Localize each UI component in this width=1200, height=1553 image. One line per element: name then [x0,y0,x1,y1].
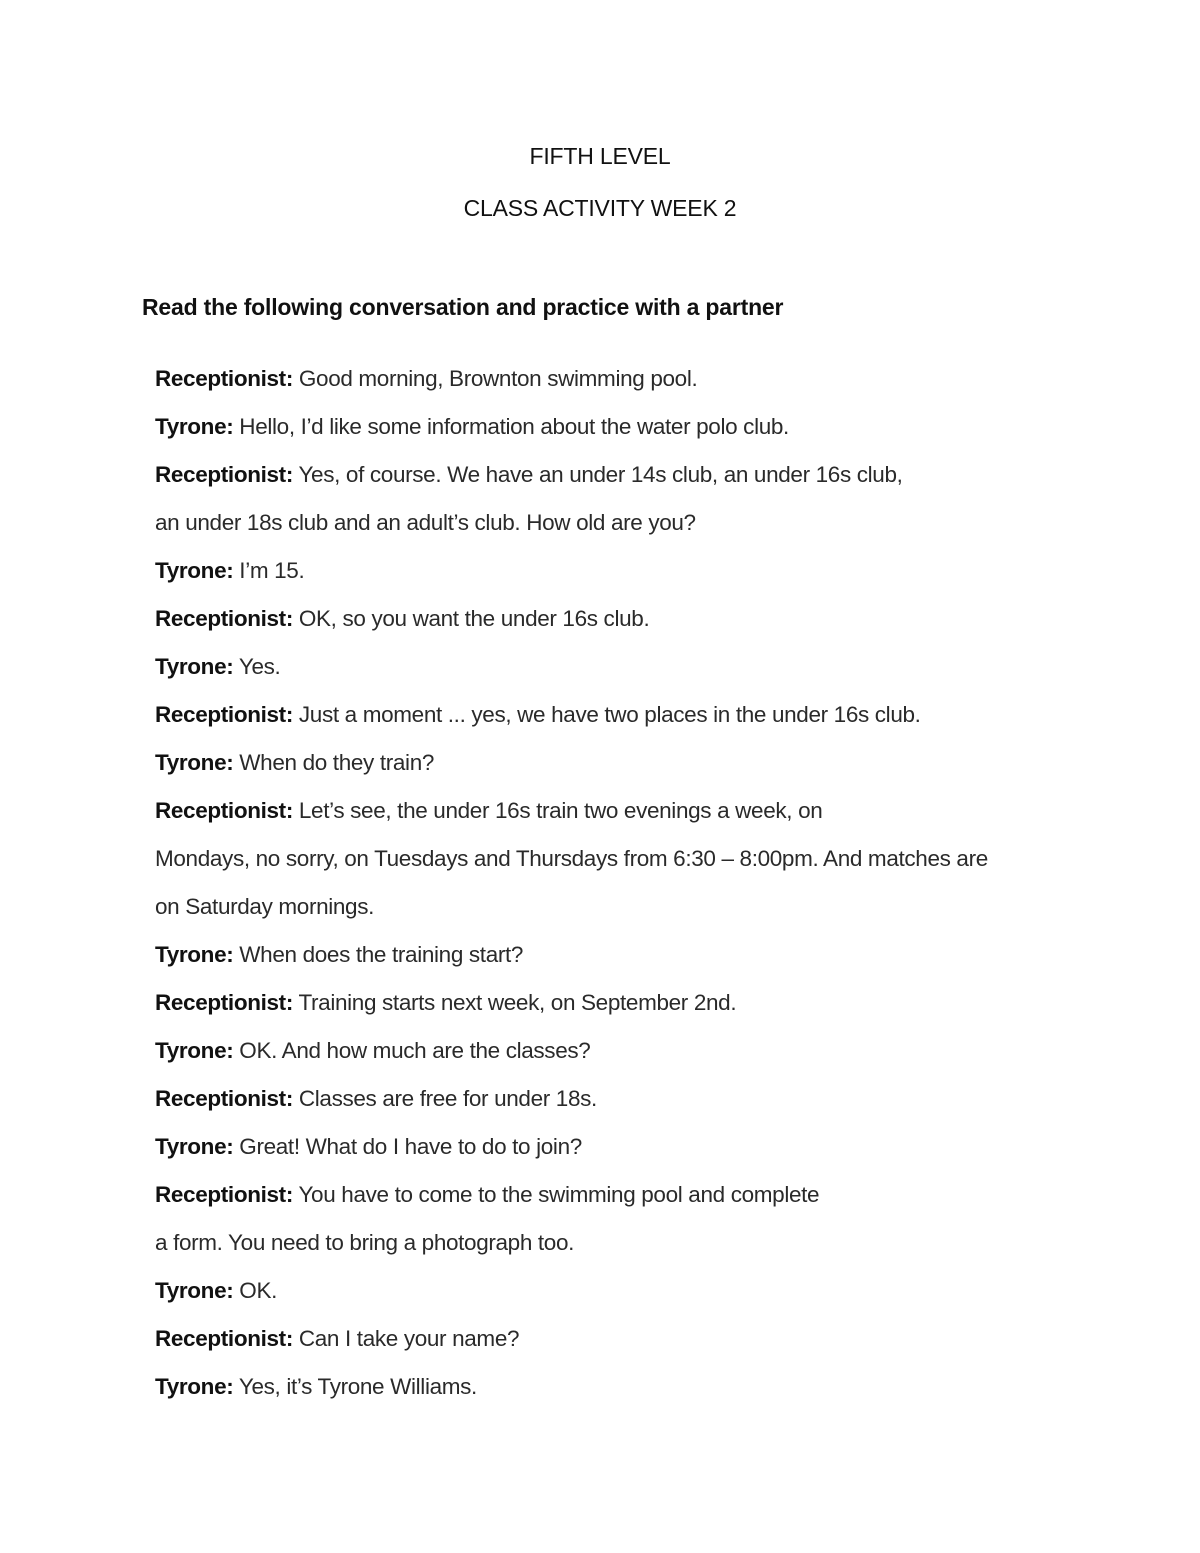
dialogue-line [155,547,1075,595]
dialogue-continuation [155,499,1075,547]
dialogue-line [155,1027,1075,1075]
dialogue-line [155,1123,1075,1171]
speaker-label: Receptionist: [155,798,293,823]
dialogue-text: Let’s see, the under 16s train two evenings a week, on [298,798,823,823]
dialogue-text: Classes are free for under 18s. [298,1086,597,1111]
dialogue-line [155,691,1075,739]
dialogue-line [155,787,1075,835]
dialogue-text: Hello, I’d like some information about the water polo club. [239,414,789,439]
dialogue-text: Great! What do I have to do to join? [239,1134,582,1159]
speaker-label: Receptionist: [155,1086,293,1111]
speaker-label: Receptionist: [155,462,293,487]
dialogue-text: Mondays, no sorry, on Tuesdays and Thursdays from 6:30 – 8:00pm. And matches are [155,846,988,871]
dialogue-text: You have to come to the swimming pool and complete [298,1182,820,1207]
speaker-label: Receptionist: [155,702,293,727]
dialogue-line [155,1075,1075,1123]
dialogue-line [155,1267,1075,1315]
dialogue-line [155,595,1075,643]
dialogue-text: When does the training start? [239,942,524,967]
dialogue-text: a form. You need to bring a photograph too. [155,1230,575,1255]
dialogue-text: I’m 15. [239,558,305,583]
speaker-label: Tyrone: [155,558,234,583]
dialogue-line [155,931,1075,979]
speaker-label: Receptionist: [155,1182,293,1207]
speaker-label: Receptionist: [155,1326,293,1351]
dialogue-line [155,739,1075,787]
dialogue-text: OK, so you want the under 16s club. [298,606,650,631]
speaker-label: Tyrone: [155,942,234,967]
dialogue-continuation [155,1219,1075,1267]
dialogue-line [155,403,1075,451]
dialogue-line [155,1315,1075,1363]
document-subtitle: CLASS ACTIVITY WEEK 2 [463,195,737,221]
speaker-label: Tyrone: [155,1278,234,1303]
dialogue-text: Good morning, Brownton swimming pool. [298,366,698,391]
dialogue [155,355,1075,1411]
speaker-label: Receptionist: [155,990,293,1015]
speaker-label: Receptionist: [155,366,293,391]
dialogue-line [155,1363,1075,1411]
speaker-label: Tyrone: [155,1374,234,1399]
dialogue-text: OK. And how much are the classes? [239,1038,591,1063]
dialogue-line [155,355,1075,403]
speaker-label: Tyrone: [155,654,234,679]
speaker-label: Tyrone: [155,1038,234,1063]
dialogue-text: When do they train? [239,750,435,775]
dialogue-continuation [155,883,1075,931]
dialogue-text: Just a moment ... yes, we have two places in the under 16s club. [298,702,921,727]
dialogue-text: Training starts next week, on September 2nd. [298,990,737,1015]
dialogue-text: Yes. [238,654,281,679]
dialogue-text: on Saturday mornings. [155,894,375,919]
dialogue-text: Yes, it’s Tyrone Williams. [238,1374,477,1399]
dialogue-continuation [155,835,1075,883]
dialogue-line [155,1171,1075,1219]
dialogue-text: an under 18s club and an adult’s club. How old are you? [155,510,696,535]
speaker-label: Tyrone: [155,1134,234,1159]
dialogue-line [155,451,1075,499]
activity-instruction: Read the following conversation and practice with a partner [142,294,784,320]
dialogue-line [155,979,1075,1027]
speaker-label: Tyrone: [155,750,234,775]
dialogue-text: Yes, of course. We have an under 14s club, an under 16s club, [298,462,903,487]
dialogue-text: OK. [239,1278,278,1303]
speaker-label: Receptionist: [155,606,293,631]
dialogue-text: Can I take your name? [298,1326,520,1351]
speaker-label: Tyrone: [155,414,234,439]
document-title: FIFTH LEVEL [529,143,671,169]
dialogue-line [155,643,1075,691]
